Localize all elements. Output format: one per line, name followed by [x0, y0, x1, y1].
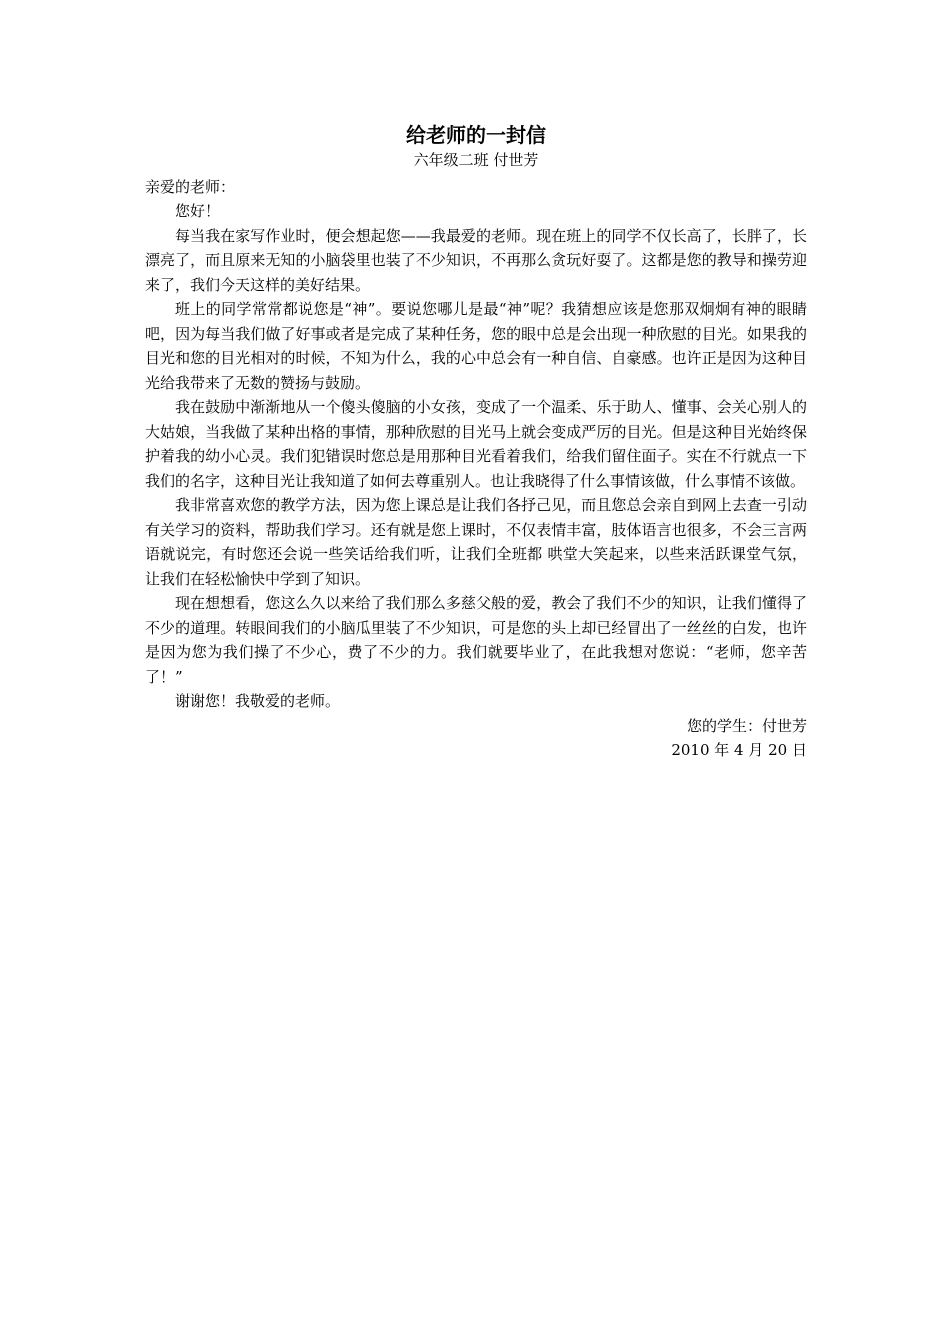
date: 2010 年 4 月 20 日	[671, 741, 807, 759]
paragraph: 班上的同学常常都说您是“神”。要说您哪儿是最“神”呢？我猜想应该是您那双炯炯有神的眼睛吧，因为每当我们做了好事或者是完成了某种任务，您的眼中总是会出现一种欣慰的目光。如果我的目光和您的目光相对的时候，不知为什么，我的心中总会有一种自信、自豪感。也许正是因为这种目光给我带来了无数的赞扬与鼓励。	[145, 300, 807, 392]
letter-body	[145, 120, 807, 763]
salutation: 亲爱的老师：	[145, 178, 236, 196]
greeting: 您好！	[175, 202, 221, 220]
paragraph: 每当我在家写作业时，便会想起您——我最爱的老师。现在班上的同学不仅长高了，长胖了，长漂亮了，而且原来无知的小脑袋里也装了不少知识，不再那么贪玩好耍了。这都是您的教导和操劳迎来了，我们今天这样的美好结果。	[145, 226, 807, 294]
letter-title: 给老师的一封信	[406, 123, 546, 147]
closing-line: 谢谢您！我敬爱的老师。	[175, 692, 341, 710]
signature: 您的学生：付世芳	[686, 716, 807, 735]
author-line: 六年级二班 付世芳	[413, 151, 539, 169]
paragraph: 现在想想看，您这么久以来给了我们那么多慈父般的爱，教会了我们不少的知识，让我们懂得了不少的道理。转眼间我们的小脑瓜里装了不少知识，可是您的头上却已经冒出了一丝丝的白发，也许是因为您为我们操了不少心，费了不少的力。我们就要毕业了，在此我想对您说：“老师，您辛苦了！”	[145, 594, 807, 686]
paragraph: 我在鼓励中渐渐地从一个傻头傻脑的小女孩，变成了一个温柔、乐于助人、懂事、会关心别人的大姑娘，当我做了某种出格的事情，那种欣慰的目光马上就会变成严厉的目光。但是这种目光始终保护着我的幼小心灵。我们犯错误时您总是用那种目光看着我们，给我们留住面子。实在不行就点一下我们的名字，这种目光让我知道了如何去尊重别人。也让我晓得了什么事情该做，什么事情不该做。	[145, 398, 807, 490]
paragraph: 我非常喜欢您的教学方法，因为您上课总是让我们各抒己见，而且您总会亲自到网上去查一引动有关学习的资料，帮助我们学习。还有就是您上课时，不仅表情丰富，肢体语言也很多，不会三言两语就说完，有时您还会说一些笑话给我们听，让我们全班都 哄堂大笑起来，以些来活跃课堂气氛，让我们在轻松愉快中学到了知识。	[145, 496, 807, 588]
